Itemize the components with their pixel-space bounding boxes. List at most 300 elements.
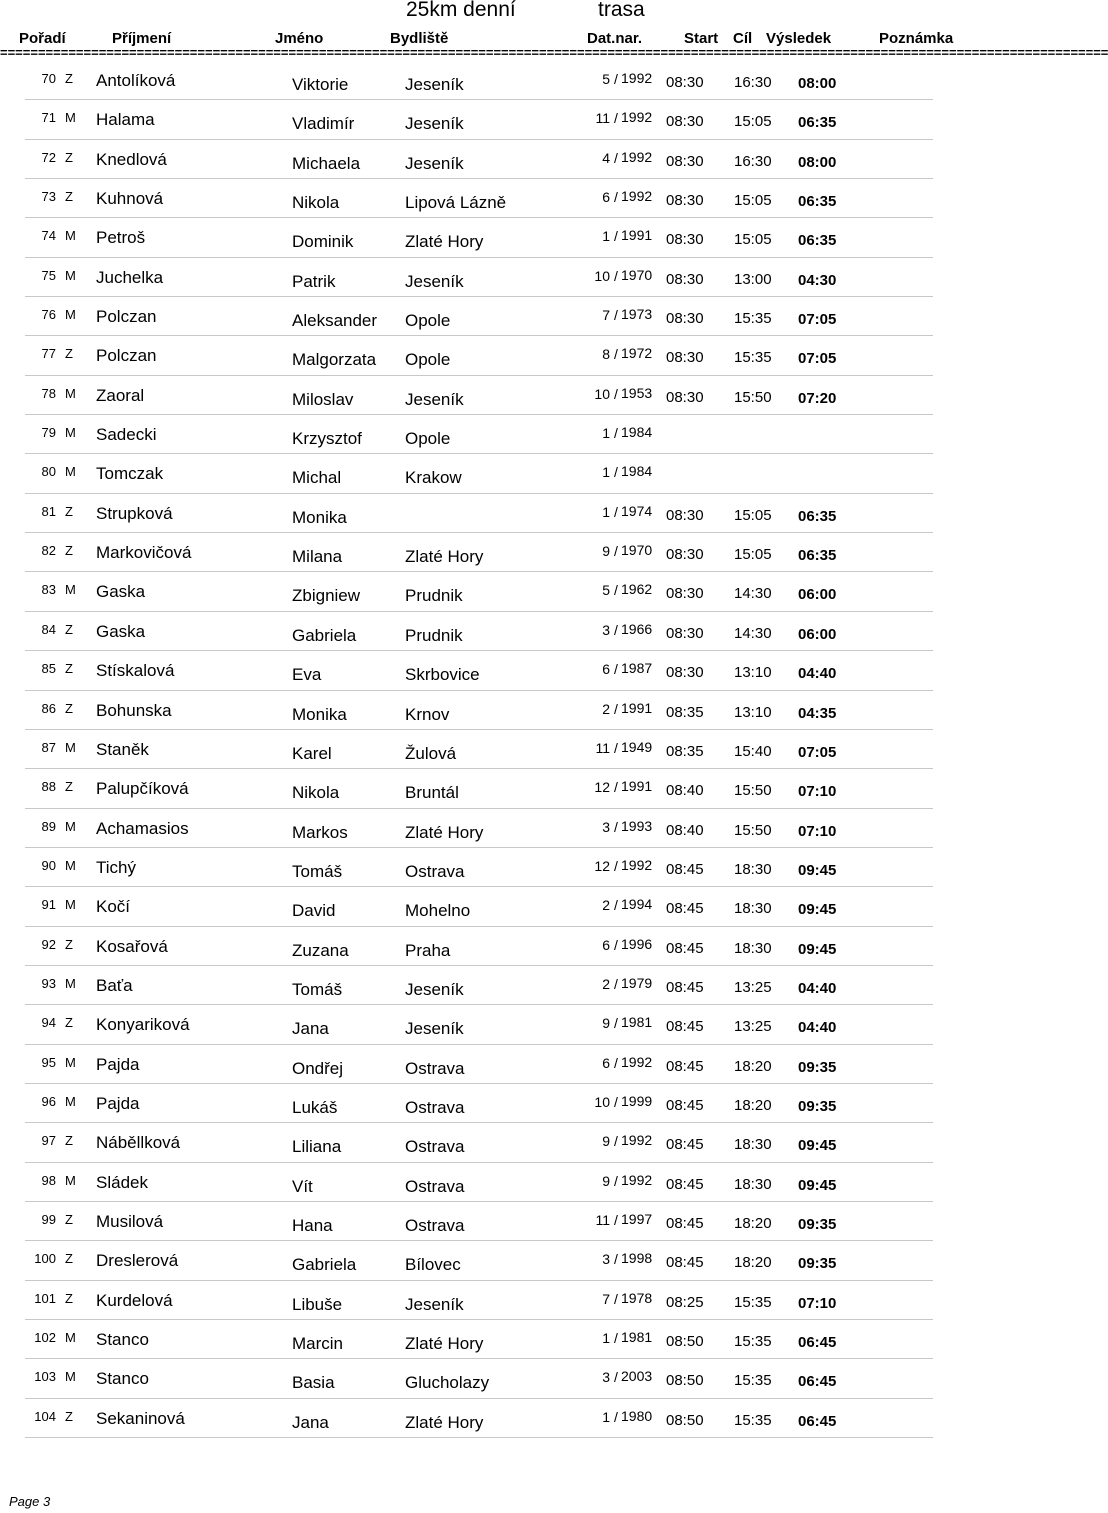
- surname: Strupková: [96, 503, 173, 523]
- header-poznamka: Poznámka: [879, 30, 954, 47]
- header-prijmeni: Příjmení: [112, 30, 172, 47]
- birth-year: 1999: [621, 1092, 653, 1109]
- result-time: 09:35: [798, 1215, 837, 1233]
- start-time: 08:35: [666, 703, 704, 721]
- finish-time: 15:05: [734, 546, 772, 564]
- sex: M: [65, 1369, 76, 1385]
- finish-time: 15:05: [734, 192, 772, 210]
- result-time: 08:00: [798, 75, 837, 92]
- residence: Opole: [405, 350, 451, 370]
- finish-time: 15:40: [734, 742, 772, 760]
- birth-year: 1970: [621, 266, 653, 283]
- residence: Skrbovice: [405, 665, 480, 685]
- result-time: 06:00: [798, 625, 837, 643]
- residence: Zlaté Hory: [405, 1412, 484, 1432]
- surname: Náběllková: [96, 1133, 181, 1153]
- residence: Praha: [405, 940, 451, 960]
- finish-time: 14:30: [734, 624, 772, 642]
- first-name: Monika: [292, 704, 347, 724]
- birth-month: 10: [594, 267, 610, 284]
- residence: Opole: [405, 311, 451, 331]
- surname: Kosařová: [96, 936, 168, 956]
- row-number: 103: [34, 1369, 56, 1385]
- result-time: 06:35: [798, 232, 837, 250]
- sex: Z: [65, 149, 73, 165]
- first-name: Zbigniew: [292, 586, 361, 606]
- start-time: 08:45: [666, 900, 704, 918]
- birth-year: 1992: [621, 1053, 653, 1070]
- surname: Sládek: [96, 1172, 148, 1192]
- sex: Z: [65, 779, 73, 795]
- result-time: 07:10: [798, 783, 837, 801]
- start-time: 08:45: [666, 978, 704, 996]
- birth-month: 12: [594, 857, 610, 874]
- table-row: [25, 454, 933, 493]
- start-time: 08:30: [666, 113, 704, 131]
- surname: Sadecki: [96, 425, 157, 445]
- start-time: 08:30: [666, 270, 704, 288]
- residence: Ostrava: [405, 861, 465, 881]
- date-slash: /: [614, 149, 618, 166]
- result-time: 06:45: [798, 1373, 837, 1391]
- birth-month: 4: [602, 149, 610, 166]
- table-row: [25, 100, 933, 139]
- birth-month: 9: [602, 1015, 610, 1032]
- birth-month: 11: [595, 1211, 610, 1228]
- surname: Musilová: [96, 1211, 164, 1231]
- first-name: Vít: [292, 1176, 313, 1196]
- sex: Z: [65, 1408, 73, 1424]
- surname: Markovičová: [96, 543, 192, 563]
- start-time: 08:45: [666, 1096, 704, 1114]
- row-number: 91: [41, 897, 56, 913]
- date-slash: /: [614, 543, 618, 560]
- sex: Z: [65, 1133, 73, 1149]
- result-time: 04:40: [798, 665, 837, 683]
- row-number: 97: [41, 1133, 56, 1149]
- residence: Zlaté Hory: [405, 547, 484, 567]
- table-row: [25, 1202, 933, 1241]
- header-jmeno: Jméno: [275, 30, 324, 47]
- row-number: 79: [41, 425, 56, 441]
- date-slash: /: [614, 1172, 618, 1189]
- residence: Mohelno: [405, 901, 471, 921]
- residence: Bílovec: [405, 1255, 461, 1275]
- start-time: 08:30: [666, 231, 704, 249]
- row-number: 76: [41, 307, 56, 323]
- sex: M: [65, 110, 76, 126]
- sex: M: [65, 1330, 76, 1345]
- results-table: [0, 61, 960, 1438]
- row-number: 84: [41, 621, 56, 637]
- residence: Bruntál: [405, 783, 459, 803]
- date-slash: /: [614, 1369, 618, 1386]
- surname: Kočí: [96, 897, 131, 917]
- page-title: 25km denní: [406, 0, 516, 21]
- birth-year: 1970: [621, 542, 653, 559]
- sex: Z: [65, 1290, 73, 1306]
- residence: Prudnik: [405, 586, 463, 606]
- finish-time: 18:30: [734, 939, 772, 957]
- first-name: Nikola: [292, 193, 340, 213]
- row-number: 78: [41, 385, 56, 401]
- finish-time: 15:35: [734, 1333, 772, 1350]
- sex: M: [65, 1093, 76, 1109]
- date-slash: /: [614, 661, 618, 678]
- sex: M: [65, 464, 76, 480]
- header-bydliste: Bydliště: [390, 30, 449, 47]
- birth-month: 1: [602, 1330, 610, 1346]
- birth-year: 1974: [621, 502, 653, 519]
- surname: Pajda: [96, 1054, 140, 1074]
- finish-time: 16:30: [734, 152, 772, 170]
- start-time: 08:50: [666, 1372, 704, 1390]
- date-slash: /: [614, 503, 618, 520]
- table-row: [25, 572, 933, 611]
- header-start: Start: [684, 30, 719, 47]
- birth-month: 6: [602, 1054, 610, 1071]
- sex: Z: [65, 661, 73, 677]
- surname: Konyariková: [96, 1015, 190, 1035]
- start-time: 08:45: [666, 1057, 704, 1075]
- surname: Dreslerová: [96, 1251, 179, 1271]
- sex: M: [65, 897, 76, 913]
- table-row: [25, 1281, 933, 1320]
- table-row: [25, 533, 933, 572]
- surname: Tichý: [96, 857, 136, 877]
- result-time: 09:35: [798, 1058, 837, 1076]
- residence: Krnov: [405, 704, 450, 724]
- birth-month: 3: [602, 818, 610, 835]
- date-slash: /: [614, 975, 618, 992]
- row-number: 87: [41, 739, 56, 755]
- date-slash: /: [614, 1093, 618, 1110]
- residence: Ostrava: [405, 1058, 465, 1078]
- first-name: David: [292, 901, 336, 921]
- surname: Stískalová: [96, 661, 175, 681]
- surname: Baťa: [96, 975, 133, 995]
- sex: M: [65, 818, 76, 834]
- result-time: 09:45: [798, 940, 837, 958]
- finish-time: 18:20: [734, 1254, 772, 1272]
- result-time: 09:45: [798, 901, 837, 919]
- surname: Tomczak: [96, 464, 164, 484]
- birth-year: 1992: [621, 1132, 653, 1149]
- birth-month: 10: [594, 1093, 610, 1110]
- result-time: 07:10: [798, 822, 837, 840]
- finish-time: 13:10: [734, 664, 772, 682]
- residence: Jeseník: [405, 979, 464, 999]
- surname: Kuhnová: [96, 189, 164, 209]
- date-slash: /: [614, 189, 618, 206]
- first-name: Michaela: [292, 153, 361, 173]
- start-time: 08:40: [666, 782, 704, 800]
- date-slash: /: [614, 621, 618, 638]
- residence: Prudnik: [405, 625, 463, 645]
- residence: Jeseník: [405, 1294, 464, 1314]
- birth-month: 5: [602, 582, 610, 599]
- surname: Petroš: [96, 228, 146, 248]
- start-time: 08:35: [666, 742, 704, 760]
- birth-year: 1998: [621, 1250, 653, 1267]
- birth-year: 1992: [621, 70, 653, 86]
- birth-month: 8: [602, 346, 610, 363]
- finish-time: 18:30: [734, 1136, 772, 1154]
- first-name: Basia: [292, 1373, 335, 1393]
- start-time: 08:30: [666, 152, 704, 170]
- residence: Ostrava: [405, 1215, 465, 1235]
- first-name: Liliana: [292, 1137, 342, 1157]
- result-time: 06:45: [798, 1412, 837, 1430]
- finish-time: 13:25: [734, 1018, 772, 1036]
- birth-month: 3: [602, 1251, 610, 1268]
- date-slash: /: [614, 1211, 618, 1228]
- first-name: Lukáš: [292, 1097, 338, 1117]
- finish-time: 18:30: [734, 900, 772, 918]
- start-time: 08:30: [666, 74, 704, 91]
- row-number: 100: [34, 1251, 56, 1267]
- sex: M: [65, 582, 76, 598]
- birth-month: 9: [602, 1133, 610, 1150]
- birth-month: 12: [594, 779, 610, 796]
- finish-time: 15:35: [734, 1372, 772, 1390]
- sex: Z: [65, 543, 73, 559]
- start-time: 08:30: [666, 546, 704, 564]
- date-slash: /: [614, 1133, 618, 1150]
- residence: Lipová Lázně: [405, 193, 507, 213]
- date-slash: /: [614, 110, 618, 127]
- row-number: 104: [34, 1408, 56, 1424]
- birth-year: 1984: [621, 424, 653, 441]
- finish-time: 15:05: [734, 231, 772, 249]
- surname: Halama: [96, 110, 155, 130]
- birth-year: 1973: [621, 306, 653, 323]
- birth-year: 1992: [621, 188, 653, 205]
- row-number: 89: [41, 818, 56, 834]
- first-name: Hana: [292, 1215, 333, 1235]
- result-time: 04:30: [798, 271, 837, 289]
- sex: Z: [65, 1015, 73, 1031]
- birth-month: 1: [602, 425, 610, 442]
- row-number: 99: [41, 1211, 56, 1227]
- birth-year: 1984: [621, 463, 653, 480]
- first-name: Gabriela: [292, 1255, 357, 1275]
- first-name: Patrik: [292, 271, 336, 291]
- row-number: 80: [41, 464, 56, 480]
- birth-month: 1: [602, 464, 610, 481]
- table-row: [25, 809, 933, 848]
- first-name: Jana: [292, 1412, 329, 1432]
- date-slash: /: [614, 1015, 618, 1032]
- table-row: [25, 494, 933, 533]
- result-time: 09:45: [798, 861, 837, 879]
- first-name: Michal: [292, 468, 342, 488]
- residence: Jeseník: [405, 153, 464, 173]
- row-number: 74: [41, 228, 56, 244]
- row-number: 85: [41, 661, 56, 677]
- birth-year: 1992: [621, 1171, 653, 1188]
- first-name: Eva: [292, 665, 322, 685]
- sex: Z: [65, 621, 73, 637]
- surname: Stanco: [96, 1330, 149, 1349]
- first-name: Malgorzata: [292, 350, 377, 370]
- result-time: 06:35: [798, 114, 837, 132]
- birth-year: 1966: [621, 620, 653, 637]
- table-row: [25, 1241, 933, 1280]
- date-slash: /: [614, 818, 618, 835]
- residence: Zlaté Hory: [405, 822, 484, 842]
- birth-month: 11: [595, 110, 610, 127]
- birth-year: 1996: [621, 935, 653, 952]
- date-slash: /: [614, 1054, 618, 1071]
- surname: Polczan: [96, 346, 157, 366]
- sex: M: [65, 385, 76, 401]
- surname: Kurdelová: [96, 1290, 173, 1310]
- first-name: Monika: [292, 507, 347, 527]
- row-number: 86: [41, 700, 56, 716]
- header-separator: ==================================================================================================================================================: [0, 45, 1108, 60]
- result-time: 06:45: [798, 1334, 837, 1351]
- table-row: [25, 612, 933, 651]
- date-slash: /: [614, 425, 618, 442]
- row-number: 88: [41, 779, 56, 795]
- row-number: 83: [41, 582, 56, 598]
- finish-time: 15:50: [734, 388, 772, 406]
- sex: M: [65, 857, 76, 873]
- date-slash: /: [614, 1330, 618, 1346]
- date-slash: /: [614, 346, 618, 363]
- finish-time: 16:30: [734, 74, 772, 91]
- date-slash: /: [614, 739, 618, 756]
- start-time: 08:50: [666, 1333, 704, 1350]
- row-number: 94: [41, 1015, 56, 1031]
- row-number: 71: [41, 110, 56, 126]
- table-row: [25, 848, 933, 887]
- header-cil: Cíl: [733, 30, 753, 47]
- sex: Z: [65, 189, 73, 205]
- residence: Ostrava: [405, 1176, 465, 1196]
- birth-year: 1991: [621, 227, 653, 244]
- start-time: 08:45: [666, 1018, 704, 1036]
- row-number: 72: [41, 149, 56, 165]
- result-time: 04:40: [798, 1019, 837, 1037]
- residence: Ostrava: [405, 1097, 465, 1117]
- birth-year: 1992: [621, 856, 653, 873]
- finish-time: 15:50: [734, 821, 772, 839]
- result-time: 09:45: [798, 1137, 837, 1155]
- first-name: Nikola: [292, 783, 340, 803]
- date-slash: /: [614, 582, 618, 599]
- birth-year: 1992: [621, 148, 653, 165]
- row-number: 70: [41, 71, 56, 86]
- surname: Gaska: [96, 621, 146, 641]
- first-name: Miloslav: [292, 389, 354, 409]
- table-row: [25, 966, 933, 1005]
- sex: M: [65, 307, 76, 323]
- table-row: [25, 1123, 933, 1162]
- start-time: 08:30: [666, 349, 704, 367]
- finish-time: 15:05: [734, 506, 772, 524]
- table-row: [25, 1399, 933, 1438]
- table-row: [25, 1163, 933, 1202]
- sex: Z: [65, 71, 73, 86]
- table-row: [25, 1045, 933, 1084]
- finish-time: 13:10: [734, 703, 772, 721]
- start-time: 08:45: [666, 939, 704, 957]
- table-row: [25, 1005, 933, 1044]
- date-slash: /: [614, 228, 618, 245]
- header-datnar: Dat.nar.: [587, 30, 643, 47]
- residence: Zlaté Hory: [405, 232, 484, 252]
- birth-year: 1953: [621, 384, 653, 401]
- sex: M: [65, 975, 76, 991]
- row-number: 102: [34, 1330, 56, 1345]
- page-title-suffix: trasa: [598, 0, 645, 21]
- result-time: 07:10: [798, 1294, 837, 1312]
- birth-year: 1992: [621, 109, 653, 126]
- sex: Z: [65, 503, 73, 519]
- birth-year: 1994: [621, 896, 653, 913]
- first-name: Gabriela: [292, 625, 357, 645]
- surname: Polczan: [96, 307, 157, 327]
- result-time: 09:45: [798, 1176, 837, 1194]
- birth-month: 3: [602, 1369, 610, 1386]
- first-name: Dominik: [292, 232, 354, 252]
- birth-year: 1978: [621, 1289, 653, 1306]
- table-row: [25, 179, 933, 218]
- residence: Jeseník: [405, 114, 464, 134]
- row-number: 77: [41, 346, 56, 362]
- finish-time: 13:00: [734, 270, 772, 288]
- birth-year: 1981: [621, 1014, 653, 1031]
- date-slash: /: [614, 1408, 618, 1425]
- result-time: 06:00: [798, 586, 837, 604]
- birth-year: 1962: [621, 581, 653, 598]
- birth-year: 1949: [621, 738, 653, 755]
- surname: Stanco: [96, 1369, 149, 1389]
- row-number: 73: [41, 189, 56, 205]
- first-name: Zuzana: [292, 940, 349, 960]
- birth-year: 1991: [621, 778, 653, 795]
- finish-time: 18:30: [734, 1175, 772, 1193]
- residence: Jeseník: [405, 1019, 464, 1039]
- sex: Z: [65, 1251, 73, 1267]
- table-row: [25, 1359, 933, 1398]
- birth-month: 6: [602, 661, 610, 678]
- table-row: [25, 376, 933, 415]
- birth-month: 9: [602, 543, 610, 560]
- result-time: 04:35: [798, 704, 837, 722]
- table-row: [25, 258, 933, 297]
- row-number: 93: [41, 975, 56, 991]
- start-time: 08:40: [666, 821, 704, 839]
- finish-time: 13:25: [734, 978, 772, 996]
- page-number: Page 3: [9, 1494, 51, 1509]
- birth-month: 7: [602, 1290, 610, 1307]
- birth-year: 1979: [621, 974, 653, 991]
- start-time: 08:45: [666, 860, 704, 878]
- row-number: 92: [41, 936, 56, 952]
- first-name: Karel: [292, 743, 332, 763]
- birth-month: 2: [602, 700, 610, 717]
- row-number: 90: [41, 857, 56, 873]
- first-name: Libuše: [292, 1294, 343, 1314]
- birth-month: 2: [602, 975, 610, 992]
- finish-time: 15:35: [734, 1411, 772, 1429]
- result-time: 07:05: [798, 311, 837, 329]
- date-slash: /: [614, 857, 618, 874]
- sex: M: [65, 425, 76, 441]
